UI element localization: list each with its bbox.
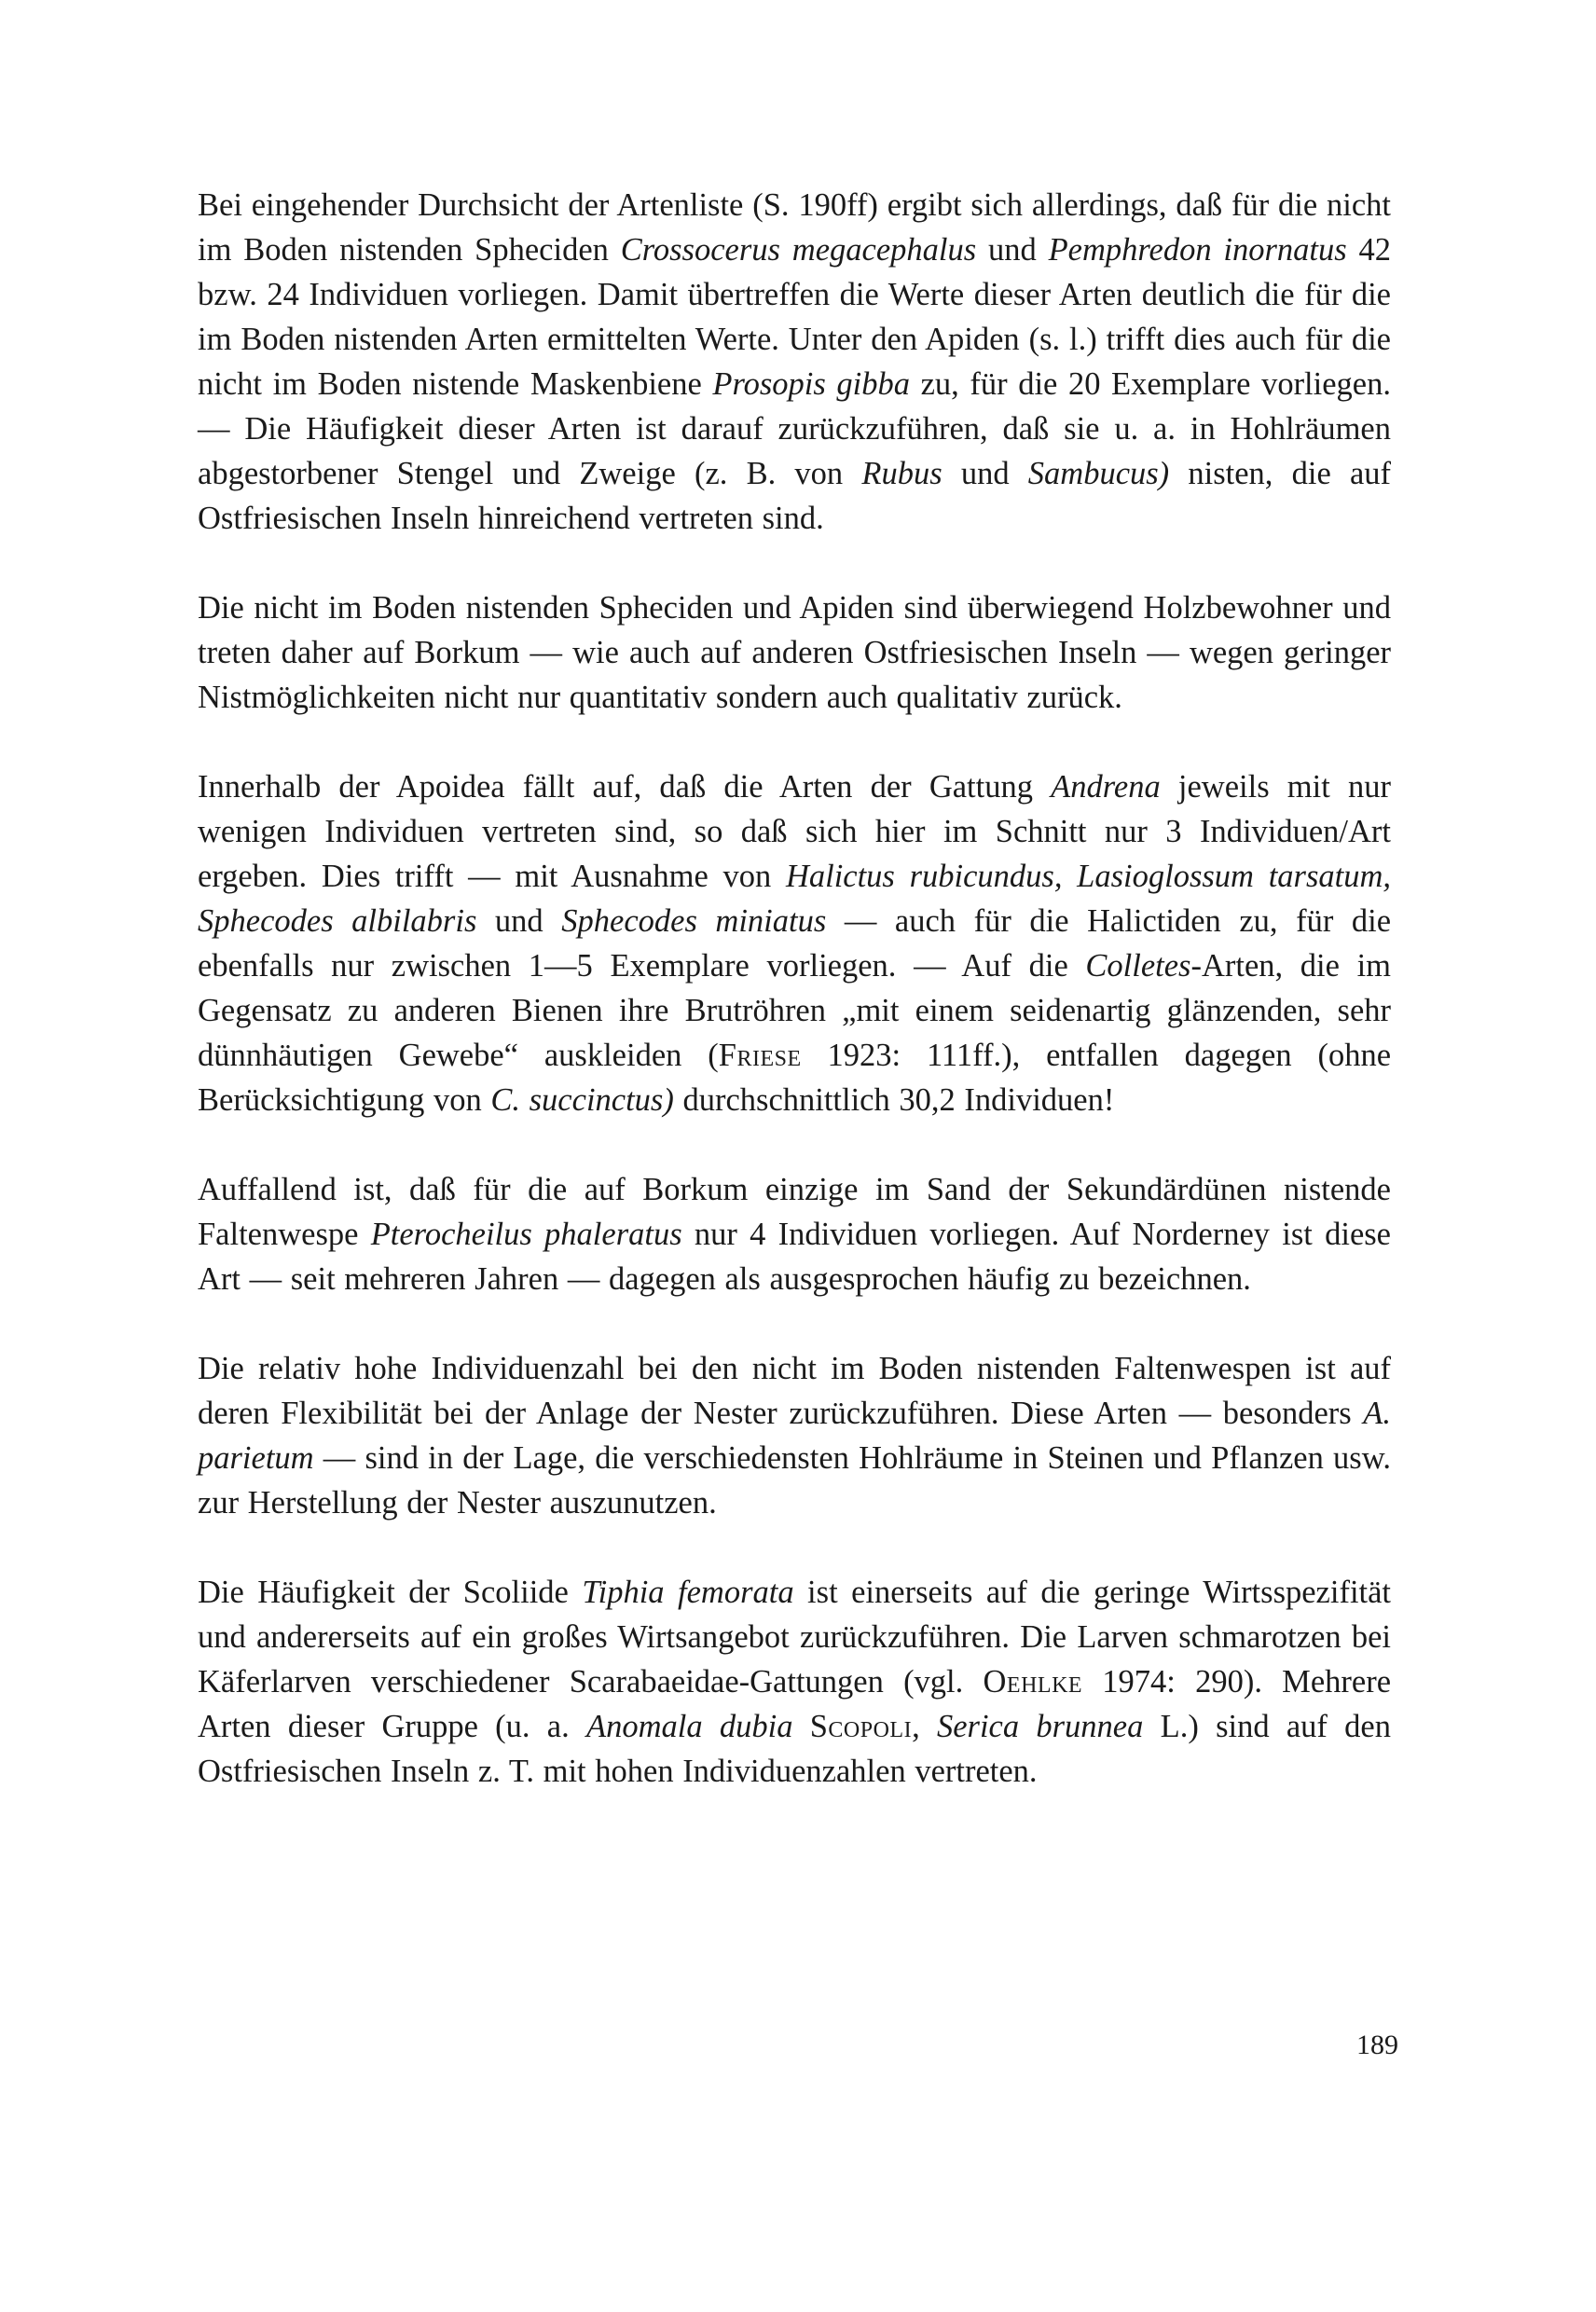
italic-text: A. parietum [198,1396,1391,1476]
text-run: zu, für die 20 Exemplare vorliegen. — Die Häufigkeit dieser Arten ist darauf zurückzuführen, daß sie u. a. in Hohlräumen abgestorbener Stengel und Zweige (z. B. von [198,366,1391,491]
author-name: Friese [718,1038,802,1073]
paragraph-5 [198,1346,1391,1525]
paragraph-3 [198,764,1391,1122]
text-run: , [912,1709,937,1744]
text-run: -Arten, die im Gegensatz zu anderen Bienen ihre Brutröhren „mit einem seidenartig glänzenden, sehr dünnhäutigen Gewebe“ auskleiden ( [198,948,1392,1073]
text-run: 1923: 111ff.), entfallen dagegen (ohne Berücksichtigung von [198,1038,1392,1118]
italic-text: Pemphredon inornatus [1048,232,1347,268]
italic-text: Pterocheilus phaleratus [370,1217,682,1252]
italic-text: Sambucus) [1027,456,1170,491]
text-run: Die relativ hohe Individuenzahl bei den nicht im Boden nistenden Faltenwespen ist auf deren Flexibilität bei der Anlage der Nester zurückzuführen. Diese Arten — besonders [198,1351,1391,1431]
text-run: — auch für die Halictiden zu, für die ebenfalls nur zwischen 1—5 Exemplare vorliegen. — Auf die [198,903,1392,984]
text-run: und [976,232,1049,268]
italic-text: Serica brunnea [936,1709,1144,1744]
paragraph-2 [198,585,1391,720]
italic-text: Andrena [1051,769,1161,805]
text-run: Auffallend ist, daß für die auf Borkum einzige im Sand der Sekundärdünen nistende Faltenwespe [198,1172,1391,1252]
italic-text: Anomala dubia [586,1709,793,1744]
author-name: Oehlke [983,1664,1083,1700]
paragraph-6 [198,1570,1391,1794]
text-run: und [476,903,562,939]
paragraph-1 [198,183,1391,541]
text-run: Innerhalb der Apoidea fällt auf, daß die Arten der Gattung [198,769,1052,805]
text-run: 42 bzw. 24 Individuen vorliegen. Damit übertreffen die Werte dieser Arten deutlich die für die im Boden nistenden Arten ermittelten Werte. Unter den Apiden (s. l.) trifft dies auch für die nicht im Boden nistende Maskenbiene [198,232,1391,402]
text-run: Bei eingehender Durchsicht der Artenliste (S. 190ff) ergibt sich allerdings, daß für die nicht im Boden nistenden Spheciden [198,187,1391,268]
italic-text: C. succinctus) [490,1082,674,1118]
text-run: Die nicht im Boden nistenden Spheciden und Apiden sind überwiegend Holzbewohner und treten daher auf Borkum — wie auch auf anderen Ostfriesischen Inseln — wegen geringer Nistmöglichkeiten nicht nur quantitativ sondern auch qualitativ zurück. [198,590,1391,715]
italic-text: Halictus rubicundus, Lasioglossum tarsatum, Sphecodes albilabris [198,859,1392,939]
text-run: ist einerseits auf die geringe Wirtsspezifität und andererseits auf ein großes Wirtsangebot zurückzuführen. Die Larven schmarotzen bei Käferlarven verschiedener Scarabaeidae-Gattungen (vgl. [198,1575,1392,1700]
page-number: 189 [1356,2030,1398,2060]
italic-text: Rubus [861,456,942,491]
page-body [198,183,1391,1794]
text-run: — sind in der Lage, die verschiedensten Hohlräume in Steinen und Pflanzen usw. zur Herstellung der Nester auszunutzen. [198,1440,1391,1521]
italic-text: Crossocerus megacephalus [620,232,977,268]
italic-text: Colletes [1085,948,1191,984]
italic-text: Prosopis gibba [712,366,910,402]
italic-text: Sphecodes miniatus [561,903,827,939]
text-run: nur 4 Individuen vorliegen. Auf Norderney ist diese Art — seit mehreren Jahren — dagegen als ausgesprochen häufig zu bezeichnen. [198,1217,1391,1297]
text-run: durchschnittlich 30,2 Individuen! [673,1082,1115,1118]
italic-text: Tiphia femorata [582,1575,794,1610]
text-run: L.) sind auf den Ostfriesischen Inseln z. T. mit hohen Individuenzahlen vertreten. [198,1709,1391,1789]
paragraph-4 [198,1167,1391,1301]
text-run: Die Häufigkeit der Scoliide [198,1575,583,1610]
text-run: und [942,456,1028,491]
text-run: 1974: 290). Mehrere Arten dieser Gruppe (u. a. [198,1664,1392,1744]
text-run [792,1709,809,1744]
text-run: nisten, die auf Ostfriesischen Inseln hinreichend vertreten sind. [198,456,1392,536]
text-run: jeweils mit nur wenigen Individuen vertreten sind, so daß sich hier im Schnitt nur 3 Individuen/Art ergeben. Dies trifft — mit Ausnahme von [198,769,1391,894]
author-name: Scopoli [809,1709,913,1744]
